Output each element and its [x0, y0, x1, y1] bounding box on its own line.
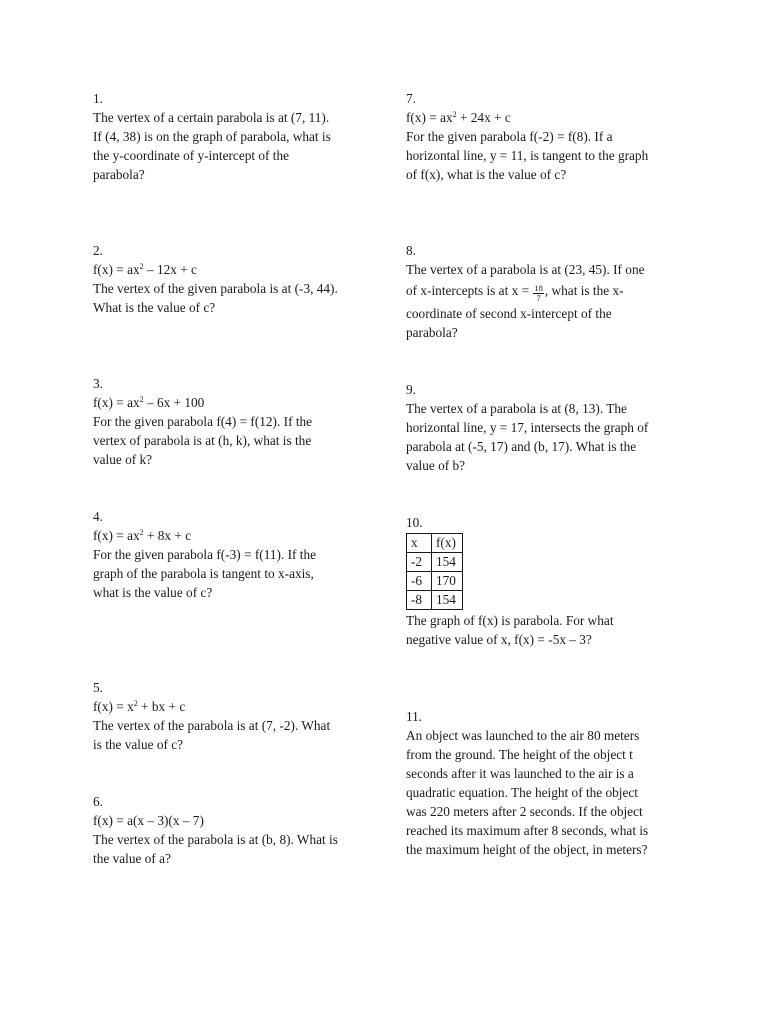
problem-text-line: seconds after it was launched to the air is a — [406, 766, 634, 781]
problem-number: 11. — [406, 709, 423, 724]
equation-part: – 6x + 100 — [143, 395, 205, 410]
table-cell: -2 — [407, 553, 432, 572]
exponent: 2 — [139, 528, 144, 537]
problem-text-line: vertex of parabola is at (h, k), what is the — [93, 433, 312, 448]
fraction-denominator: 7 — [536, 293, 541, 303]
problem-text-line: The vertex of a parabola is at (8, 13). The — [406, 401, 627, 416]
problem-number: 10. — [406, 515, 423, 530]
problem-text-line: The vertex of a certain parabola is at (7, 11). — [93, 110, 330, 125]
problem-text-line: horizontal line, y = 17, intersects the graph of — [406, 420, 649, 435]
problem-text-line: of f(x), what is the value of c? — [406, 167, 567, 182]
exponent: 2 — [452, 110, 457, 119]
problem-10 — [406, 513, 696, 649]
table-cell: -8 — [407, 591, 432, 610]
problem-1 — [93, 89, 383, 184]
problem-number: 2. — [93, 243, 103, 258]
problem-text-line: was 220 meters after 2 seconds. If the object — [406, 804, 643, 819]
table-cell: 154 — [432, 553, 463, 572]
table-cell: -6 — [407, 572, 432, 591]
equation-part: – 12x + c — [143, 262, 197, 277]
equation-part: f(x) = ax — [406, 110, 453, 125]
values-table — [406, 533, 463, 610]
problem-5 — [93, 678, 383, 754]
problem-text-line: value of k? — [93, 452, 153, 467]
problem-4 — [93, 507, 383, 602]
equation-part: f(x) = ax — [93, 528, 140, 543]
equation-part: f(x) = x — [93, 699, 134, 714]
text-part: of x-intercepts is at x = — [406, 283, 533, 298]
problem-number: 7. — [406, 91, 416, 106]
problem-text-line: the value of a? — [93, 851, 171, 866]
problem-equation — [406, 108, 696, 127]
problem-text-line — [406, 281, 696, 303]
problem-equation — [93, 697, 383, 716]
exponent: 2 — [133, 699, 138, 708]
problem-text-line: For the given parabola f(-3) = f(11). If the — [93, 547, 316, 562]
problem-text-line: The vertex of a parabola is at (23, 45). If one — [406, 262, 645, 277]
problem-text-line: parabola at (-5, 17) and (b, 17). What is the — [406, 439, 637, 454]
fraction-numerator: 18 — [534, 283, 543, 293]
problem-text-line: the y-coordinate of y-intercept of the — [93, 148, 290, 163]
problem-text-line: For the given parabola f(-2) = f(8). If a — [406, 129, 613, 144]
problem-number: 8. — [406, 243, 416, 258]
problem-text-line: parabola? — [93, 167, 145, 182]
table-cell: 170 — [432, 572, 463, 591]
problem-number: 3. — [93, 376, 103, 391]
problem-number: 6. — [93, 794, 103, 809]
problem-2 — [93, 241, 383, 317]
problem-text-line: coordinate of second x-intercept of the — [406, 306, 612, 321]
problem-11 — [406, 707, 696, 859]
exponent: 2 — [139, 262, 144, 271]
table-header-cell: f(x) — [432, 534, 463, 553]
equation-part: f(x) = ax — [93, 262, 140, 277]
table-header-cell: x — [407, 534, 432, 553]
table-row — [407, 572, 463, 591]
problem-text-line: graph of the parabola is tangent to x-axis, — [93, 566, 314, 581]
equation-part: + 24x + c — [456, 110, 511, 125]
equation-part: f(x) = ax — [93, 395, 140, 410]
problem-3 — [93, 374, 383, 469]
problem-text-line: The vertex of the parabola is at (7, -2). What — [93, 718, 331, 733]
problem-7 — [406, 89, 696, 184]
problem-equation — [93, 260, 383, 279]
problem-text-line: The vertex of the given parabola is at (-3, 44). — [93, 281, 338, 296]
problem-text-line: is the value of c? — [93, 737, 184, 752]
problem-6 — [93, 792, 383, 868]
problem-8 — [406, 241, 696, 342]
problem-number: 9. — [406, 382, 416, 397]
problem-text-line: horizontal line, y = 11, is tangent to the graph — [406, 148, 649, 163]
problem-text-line: value of b? — [406, 458, 466, 473]
problem-text-line: the maximum height of the object, in meters? — [406, 842, 648, 857]
table-header-row — [407, 534, 463, 553]
equation-part: + 8x + c — [143, 528, 192, 543]
problem-9 — [406, 380, 696, 475]
problem-text-line: If (4, 38) is on the graph of parabola, what is — [93, 129, 331, 144]
problem-text-line: For the given parabola f(4) = f(12). If the — [93, 414, 313, 429]
problem-text-line: An object was launched to the air 80 meters — [406, 728, 640, 743]
problem-text-line: reached its maximum after 8 seconds, what is — [406, 823, 649, 838]
problem-text-line: parabola? — [406, 325, 458, 340]
text-part: , what is the x- — [544, 283, 624, 298]
problem-equation — [93, 526, 383, 545]
problem-text-line: The vertex of the parabola is at (b, 8). What is — [93, 832, 338, 847]
table-cell: 154 — [432, 591, 463, 610]
problem-text-line: from the ground. The height of the object t — [406, 747, 633, 762]
problem-equation — [93, 393, 383, 412]
problem-text-line: what is the value of c? — [93, 585, 213, 600]
problem-number: 5. — [93, 680, 103, 695]
problem-text-line: The graph of f(x) is parabola. For what — [406, 613, 614, 628]
problem-text-line: quadratic equation. The height of the object — [406, 785, 639, 800]
equation-part: + bx + c — [137, 699, 186, 714]
problem-number: 4. — [93, 509, 103, 524]
problem-text-line: What is the value of c? — [93, 300, 216, 315]
problem-number: 1. — [93, 91, 103, 106]
problem-text-line: negative value of x, f(x) = -5x – 3? — [406, 632, 592, 647]
table-row — [407, 553, 463, 572]
table-row — [407, 591, 463, 610]
fraction — [533, 284, 544, 303]
problem-equation: f(x) = a(x – 3)(x – 7) — [93, 813, 204, 828]
exponent: 2 — [139, 395, 144, 404]
